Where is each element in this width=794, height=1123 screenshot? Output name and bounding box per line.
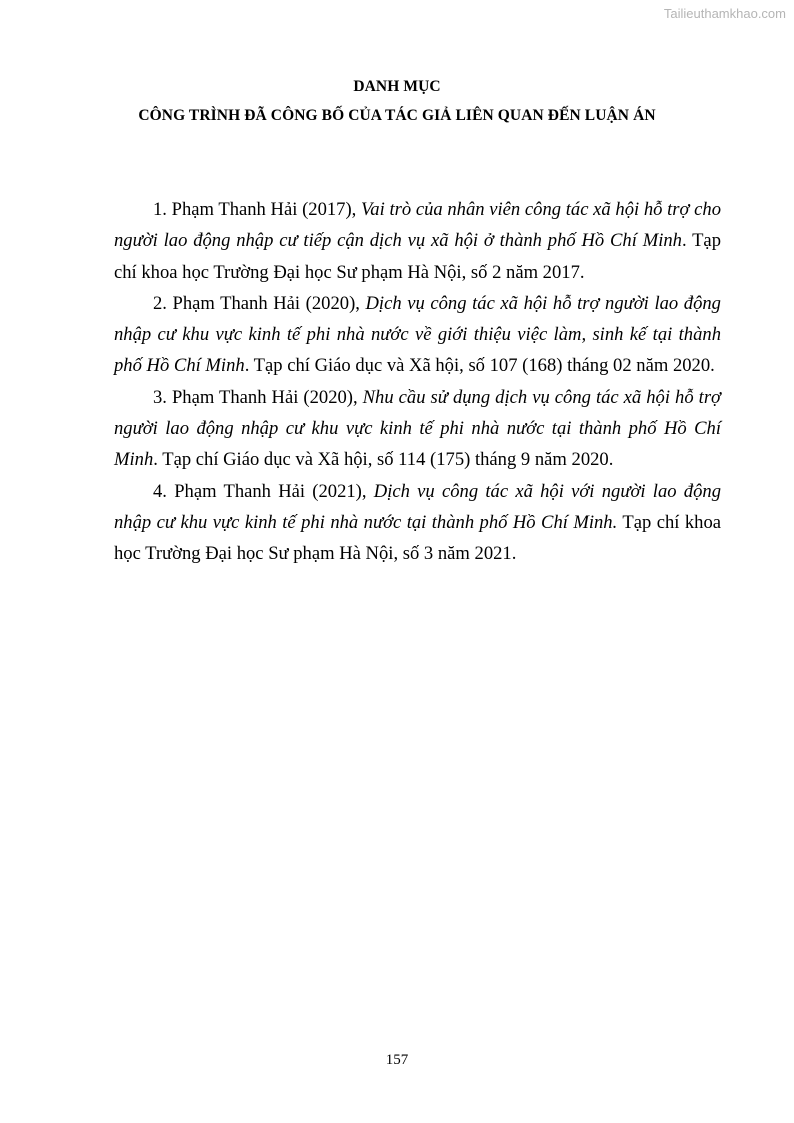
- publication-item-2: [114, 288, 721, 382]
- publication-author-year: 3. Phạm Thanh Hải (2020),: [153, 386, 363, 408]
- publication-title: Nhu cầu sử dụng dịch vụ công tác xã hội hỗ trợ người lao động nhập cư khu vực kinh tế phi nhà nước tại thành phố Hồ Chí Minh: [114, 386, 721, 471]
- watermark: Tailieuthamkhao.com: [663, 6, 786, 21]
- publication-source: Tạp chí khoa học Trường Đại học Sư phạm Hà Nội, số 3 năm 2021.: [114, 511, 721, 565]
- publication-title: Vai trò của nhân viên công tác xã hội hỗ trợ cho người lao động nhập cư tiếp cận dịch vụ xã hội ở thành phố Hồ Chí Minh: [114, 199, 721, 252]
- page-number: 157: [385, 1052, 409, 1068]
- page-subtitle: CÔNG TRÌNH ĐÃ CÔNG BỐ CỦA TÁC GIẢ LIÊN QUAN ĐẾN LUẬN ÁN: [138, 107, 656, 124]
- page-title: DANH MỤC: [353, 78, 441, 95]
- publication-author-year: 2. Phạm Thanh Hải (2020),: [153, 292, 366, 314]
- publication-author-year: 1. Phạm Thanh Hải (2017),: [153, 199, 361, 220]
- publication-source: . Tạp chí Giáo dục và Xã hội, số 107 (168) tháng 02 năm 2020.: [244, 355, 715, 377]
- publication-author-year: 4. Phạm Thanh Hải (2021),: [153, 480, 374, 502]
- publication-source: . Tạp chí khoa học Trường Đại học Sư phạm Hà Nội, số 2 năm 2017.: [114, 230, 721, 283]
- publication-list: [114, 194, 721, 570]
- publication-title: Dịch vụ công tác xã hội với người lao động nhập cư khu vực kinh tế phi nhà nước tại thành phố Hồ Chí Minh.: [114, 480, 721, 533]
- publication-item-3: [114, 382, 721, 476]
- publication-item-1: [114, 194, 721, 288]
- publication-item-4: [114, 476, 721, 570]
- publication-title: Dịch vụ công tác xã hội hỗ trợ người lao động nhập cư khu vực kinh tế phi nhà nước về giới thiệu việc làm, sinh kế tại thành phố Hồ Chí Minh: [114, 292, 721, 377]
- publication-source: . Tạp chí Giáo dục và Xã hội, số 114 (175) tháng 9 năm 2020.: [153, 449, 614, 471]
